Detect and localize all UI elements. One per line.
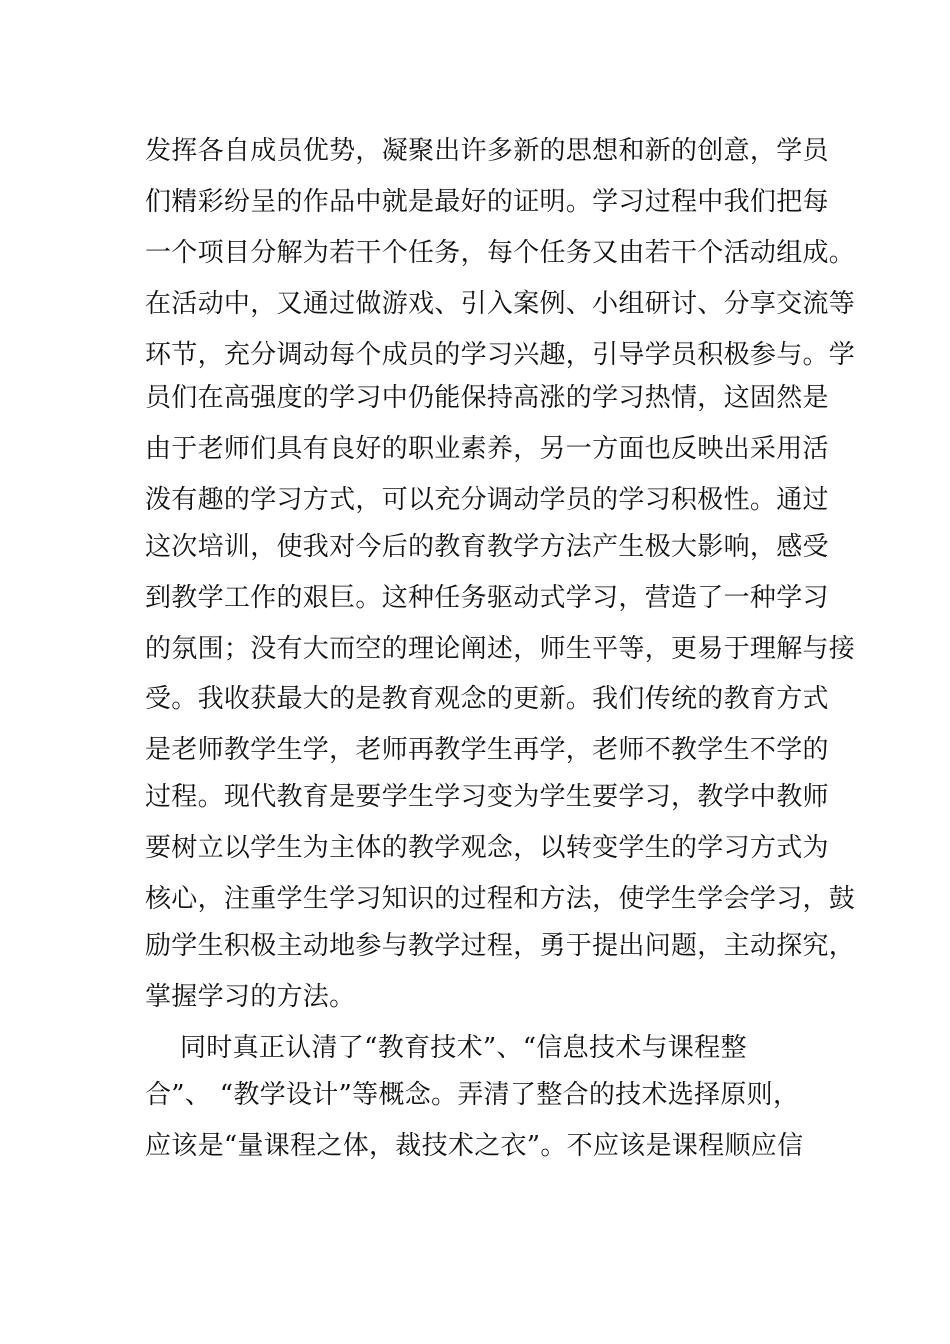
text-line: 的氛围；没有大而空的理论阐述，师生平等，更易于理解与接 xyxy=(145,634,856,664)
text-line: 应该是“量课程之体，裁技术之衣”。不应该是课程顺应信 xyxy=(145,1131,804,1161)
text-line: 在活动中，又通过做游戏、引入案例、小组研讨、分享交流等 xyxy=(145,289,856,319)
text-line: 是老师教学生学，老师再教学生再学，老师不教学生不学的 xyxy=(145,735,829,765)
text-line: 要树立以学生为主体的教学观念，以转变学生的学习方式为 xyxy=(145,833,829,863)
text-line: 员们在高强度的学习中仍能保持高涨的学习热情，这固然是 xyxy=(145,383,829,413)
paragraph-first-line: 同时真正认清了“教育技术”、“信息技术与课程整 xyxy=(180,1033,747,1063)
text-line: 泼有趣的学习方式，可以充分调动学员的学习积极性。通过 xyxy=(145,485,829,515)
text-line: 由于老师们具有良好的职业素养，另一方面也反映出采用活 xyxy=(145,434,829,464)
text-line: 环节，充分调动每个成员的学习兴趣，引导学员积极参与。学 xyxy=(145,340,856,370)
text-line: 励学生积极主动地参与教学过程，勇于提出问题，主动探究， xyxy=(145,931,856,961)
text-line: 们精彩纷呈的作品中就是最好的证明。学习过程中我们把每 xyxy=(145,187,829,217)
text-line: 过程。现代教育是要学生学习变为学生要学习，教学中教师 xyxy=(145,782,829,812)
text-line: 核心，注重学生学习知识的过程和方法，使学生学会学习，鼓 xyxy=(145,884,856,914)
text-line: 掌握学习的方法。 xyxy=(145,982,356,1012)
text-line: 到教学工作的艰巨。这种任务驱动式学习，营造了一种学习 xyxy=(145,583,829,613)
text-line: 一个项目分解为若干个任务，每个任务又由若干个活动组成。 xyxy=(145,238,856,268)
text-line: 合”、 “教学设计”等概念。弄清了整合的技术选择原则， xyxy=(145,1080,800,1110)
text-line: 这次培训，使我对今后的教育教学方法产生极大影响，感受 xyxy=(145,532,829,562)
text-line: 受。我收获最大的是教育观念的更新。我们传统的教育方式 xyxy=(145,684,829,714)
text-line: 发挥各自成员优势，凝聚出许多新的思想和新的创意，学员 xyxy=(145,136,829,166)
